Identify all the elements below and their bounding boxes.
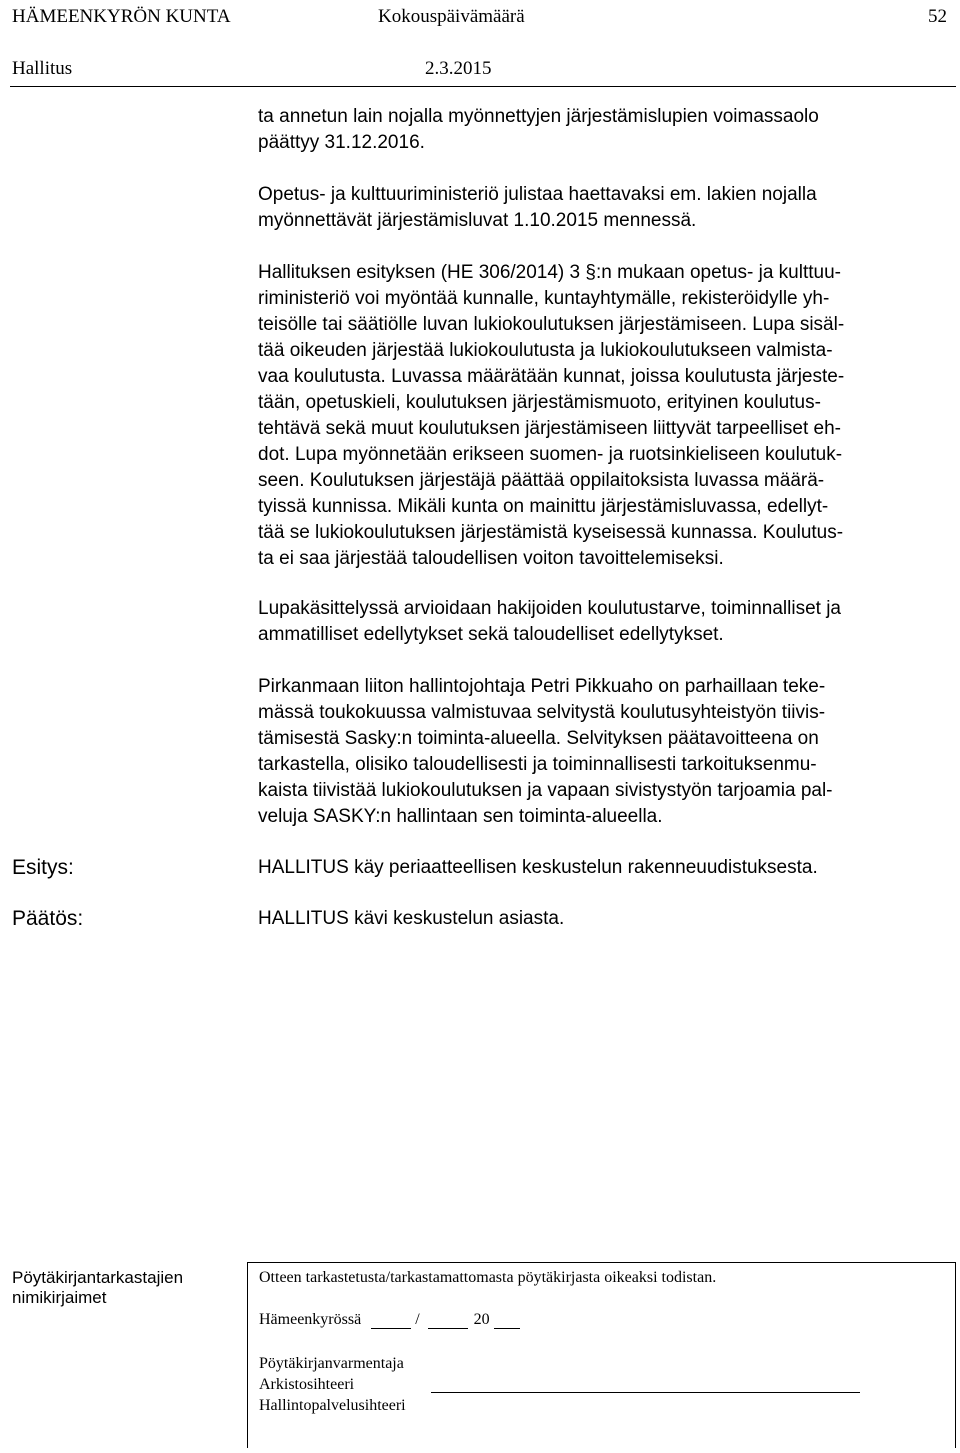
- decision-text: HALLITUS kävi keskustelun asiasta.: [258, 908, 565, 929]
- signatures-label-line2: nimikirjaimet: [12, 1288, 107, 1307]
- year-blank[interactable]: [494, 1314, 520, 1329]
- date-separator: /: [415, 1311, 420, 1328]
- text-line: ta ei saa järjestää taloudellisen voiton tavoittelemiseksi.: [258, 548, 724, 569]
- text-line: tämisestä Sasky:n toiminta-alueella. Selvityksen päätavoitteena on: [258, 728, 819, 749]
- paragraph-4: [258, 596, 958, 648]
- page-number: 52: [928, 6, 947, 27]
- title-archive-secretary: Arkistosihteeri: [259, 1376, 355, 1393]
- paragraph-2: [258, 182, 958, 234]
- text-line: seen. Koulutuksen järjestäjä päättää oppilaitoksista luvassa määrä-: [258, 470, 825, 491]
- text-line: kaista tiivistää lukiokoulutuksen ja vapaan sivistystyön tarjoamia pal-: [258, 780, 833, 801]
- decision-label: Päätös:: [12, 907, 84, 930]
- text-line: veluja SASKY:n hallintaan sen toiminta-alueella.: [258, 806, 663, 827]
- year-prefix: 20: [473, 1311, 490, 1328]
- text-line: tää se lukiokoulutuksen järjestämistä kyseisessä kunnassa. Koulutus-: [258, 522, 844, 543]
- text-line: tehtävä sekä muut koulutuksen järjestämiseen liittyvät tarpeelliset eh-: [258, 418, 841, 439]
- text-line: tyissä kunnissa. Mikäli kunta on mainittu järjestämisluvassa, edellyt-: [258, 496, 829, 517]
- certification-box: [247, 1262, 956, 1448]
- text-line: mässä toukokuussa valmistuvaa selvitystä koulutusyhteistyön tiivis-: [258, 702, 826, 723]
- paragraph-1: [258, 104, 958, 156]
- text-line: riministeriö voi myöntää kunnalle, kuntayhtymälle, rekisteröidylle yh-: [258, 288, 830, 309]
- text-line: ta annetun lain nojalla myönnettyjen järjestämislupien voimassaolo: [258, 106, 819, 127]
- signature-footer: [10, 1262, 946, 1448]
- text-line: tarkastella, olisiko taloudellisesti ja toiminnallisesti tarkoituksenmu-: [258, 754, 817, 775]
- text-line: tään, opetuskieli, koulutuksen järjestämismuoto, erityinen koulutus-: [258, 392, 821, 413]
- text-line: dot. Lupa myönnetään erikseen suomen- ja ruotsinkieliseen koulutuk-: [258, 444, 843, 465]
- header-rule: [10, 86, 956, 87]
- text-line: myönnettävät järjestämisluvat 1.10.2015 mennessä.: [258, 210, 697, 231]
- text-line: teisölle tai säätiölle luvan lukiokoulutuksen järjestämiseen. Lupa sisäl-: [258, 314, 845, 335]
- text-line: Pirkanmaan liiton hallintojohtaja Petri Pikkuaho on parhaillaan teke-: [258, 676, 826, 697]
- signature-line[interactable]: [431, 1392, 860, 1393]
- proposal-text: HALLITUS käy periaatteellisen keskustelun rakenneuudistuksesta.: [258, 857, 818, 878]
- proposal-label: Esitys:: [12, 856, 74, 879]
- municipality-name: HÄMEENKYRÖN KUNTA: [12, 6, 231, 27]
- signatures-label-line1: Pöytäkirjantarkastajien: [12, 1268, 184, 1287]
- title-admin-secretary: Hallintopalvelusihteeri: [259, 1397, 406, 1414]
- paragraph-5: [258, 674, 958, 830]
- day-blank[interactable]: [371, 1314, 411, 1329]
- place-name: Hämeenkyrössä: [259, 1311, 362, 1328]
- certification-text: Otteen tarkastetusta/tarkastamattomasta pöytäkirjasta oikeaksi todistan.: [259, 1269, 717, 1286]
- text-line: vaa koulutusta. Luvassa määrätään kunnat, joissa koulutusta järjeste-: [258, 366, 845, 387]
- document-type: Kokouspäivämäärä: [378, 6, 525, 27]
- month-blank[interactable]: [428, 1314, 468, 1329]
- text-line: ammatilliset edellytykset sekä taloudelliset edellytykset.: [258, 624, 724, 645]
- body-name: Hallitus: [12, 58, 73, 79]
- paragraph-3: [258, 260, 958, 572]
- text-line: tää oikeuden järjestää lukiokoulutusta ja lukiokoulutukseen valmista-: [258, 340, 833, 361]
- text-line: Opetus- ja kulttuuriministeriö julistaa haettavaksi em. lakien nojalla: [258, 184, 817, 205]
- place-date-line: [259, 1310, 520, 1329]
- text-line: Lupakäsittelyssä arvioidaan hakijoiden koulutustarve, toiminnalliset ja: [258, 598, 841, 619]
- text-line: Hallituksen esityksen (HE 306/2014) 3 §:n mukaan opetus- ja kulttuu-: [258, 262, 841, 283]
- text-line: päättyy 31.12.2016.: [258, 132, 425, 153]
- title-verifier: Pöytäkirjanvarmentaja: [259, 1355, 404, 1372]
- meeting-date: 2.3.2015: [425, 58, 492, 79]
